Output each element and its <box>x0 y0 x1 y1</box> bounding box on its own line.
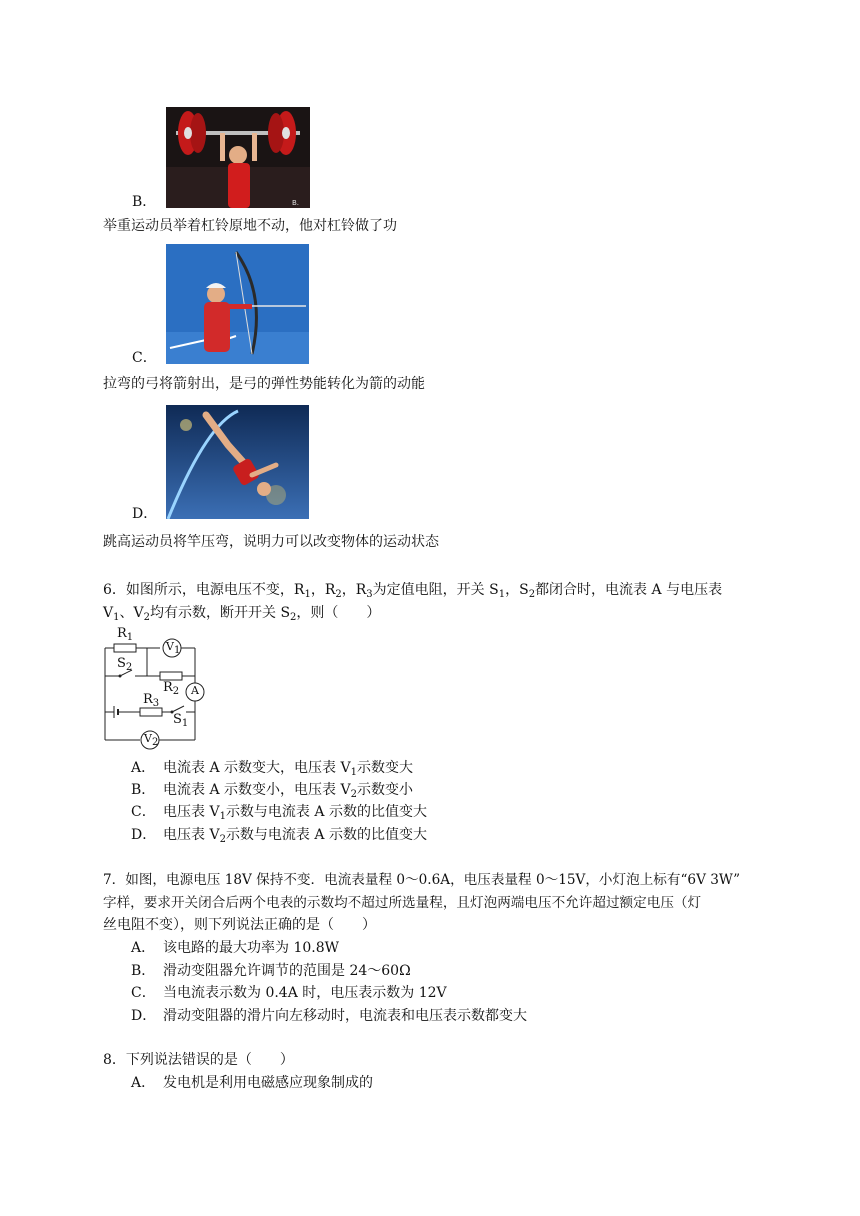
option-c-letter: C． <box>132 350 157 366</box>
weightlifter-photo <box>166 107 310 208</box>
option-d-text: 跳高运动员将竿压弯，说明力可以改变物体的运动状态 <box>103 534 439 550</box>
q7-stem-line1: 7．如图，电源电压 18V 保持不变．电流表量程 0～0.6A，电压表量程 0～15V，小灯泡上标有“6V 3W” <box>103 872 741 888</box>
q6-option-c: C． 电压表 $V_1$示数与电流表 A 示数的比值变大 <box>131 804 427 822</box>
option-d-letter: D． <box>132 506 158 522</box>
option-b-text: 举重运动员举着杠铃原地不动，他对杠铃做了功 <box>103 218 397 234</box>
q6-option-a: A． 电流表 A 示数变大，电压表 $V_1$示数变大 <box>131 760 413 778</box>
q6-stem-line2: $V_1$、$V_2$均有示数，断开开关 $S_2$，则（ ） <box>103 605 381 623</box>
circuit-label-r1: $R_1$ <box>117 626 134 643</box>
q8-stem-line1: 8．下列说法错误的是（ ） <box>103 1052 294 1068</box>
q6-stem-line1: 6．如图所示，电源电压不变，$R_1$，$R_2$，$R_3$为定值电阻，开关 $S_1$，$S_2$都闭合时，电流表 A 与电压表 <box>103 582 723 600</box>
circuit-label-s1: $S_1$ <box>173 712 189 729</box>
q7-stem-line3: 丝电阻不变），则下列说法正确的是（ ） <box>103 917 376 933</box>
q7-option-d: D． 滑动变阻器的滑片向左移动时，电流表和电压表示数都变大 <box>131 1008 527 1024</box>
circuit-label-r2: $R_2$ <box>163 680 180 697</box>
circuit-label-s2: $S_2$ <box>117 656 133 673</box>
q7-option-b: B． 滑动变阻器允许调节的范围是 24～60Ω <box>131 963 411 979</box>
archer-photo <box>166 244 309 364</box>
q6-option-b: B． 电流表 A 示数变小，电压表 $V_2$示数变小 <box>131 782 413 800</box>
q6-circuit-diagram <box>100 624 212 752</box>
pole-vault-photo <box>166 405 309 519</box>
option-c-text: 拉弯的弓将箭射出，是弓的弹性势能转化为箭的动能 <box>103 376 425 392</box>
q7-option-c: C． 当电流表示数为 0.4A 时，电压表示数为 12V <box>131 985 447 1001</box>
circuit-label-v2: $V_2$ <box>144 732 159 748</box>
q6-option-d: D． 电压表 $V_2$示数与电流表 A 示数的比值变大 <box>131 827 427 845</box>
q7-stem-line2: 字样，要求开关闭合后两个电表的示数均不超过所选量程，且灯泡两端电压不允许超过额定电压（灯 <box>103 895 702 911</box>
circuit-label-ammeter: A <box>191 684 199 697</box>
q7-option-a: A． 该电路的最大功率为 10.8W <box>131 940 340 956</box>
svg-text:B.: B. <box>292 199 300 207</box>
circuit-label-v1: $V_1$ <box>166 640 181 656</box>
q8-option-a: A． 发电机是利用电磁感应现象制成的 <box>131 1075 373 1091</box>
option-b-letter: B． <box>132 194 157 210</box>
circuit-label-r3: $R_3$ <box>143 692 160 709</box>
